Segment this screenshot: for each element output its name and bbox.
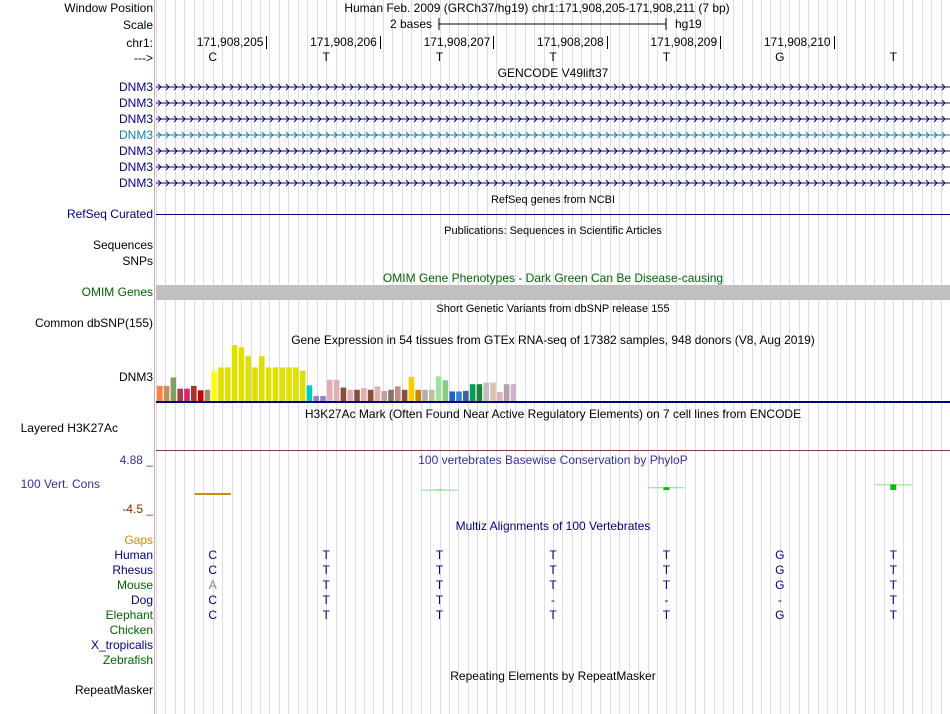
alignment-base: - <box>551 593 555 607</box>
gtex-title[interactable]: Gene Expression in 54 tissues from GTEx RNA-seq of 17382 samples, 948 donors (V8, Aug 2019) <box>291 333 815 347</box>
species-label[interactable]: Mouse <box>116 578 153 592</box>
alignment-base: T <box>549 563 557 577</box>
gtex-tissue-bar <box>436 376 442 401</box>
gtex-tissue-bar <box>490 383 496 401</box>
gtex-tissue-bar <box>307 385 313 401</box>
phylop-score-bar <box>663 487 669 490</box>
ruler-base: T <box>549 50 557 64</box>
refseq-label[interactable]: RefSeq Curated <box>66 207 153 221</box>
gtex-tissue-bar <box>266 367 272 401</box>
multiz-title[interactable]: Multiz Alignments of 100 Vertebrates <box>455 519 651 533</box>
alignment-base: T <box>322 608 330 622</box>
gtex-tissue-bar <box>211 371 217 401</box>
dbsnp-label[interactable]: Common dbSNP(155) <box>34 316 153 330</box>
strand-label: ---> <box>134 51 153 65</box>
alignment-base: T <box>662 608 671 622</box>
gtex-tissue-bar <box>198 390 204 401</box>
gtex-tissue-bar <box>177 389 183 401</box>
omim-gene-bar[interactable] <box>156 285 950 300</box>
alignment-base: G <box>775 578 785 592</box>
alignment-base: - <box>664 593 669 607</box>
gtex-tissue-bar <box>157 386 163 401</box>
ruler-base: T <box>435 50 444 64</box>
gencode-gene-label[interactable]: DNM3 <box>118 80 153 94</box>
h3k27ac-baseline <box>156 450 950 451</box>
gencode-gene-label[interactable]: DNM3 <box>118 128 153 142</box>
window-position-label: Window Position <box>64 1 153 15</box>
h3k27ac-title[interactable]: H3K27Ac Mark (Often Found Near Active Regulatory Elements) on 7 cell lines from ENCODE <box>304 407 802 421</box>
gtex-tissue-bar <box>347 390 353 401</box>
gtex-tissue-bar <box>259 356 265 401</box>
gencode-title[interactable]: GENCODE V49lift37 <box>497 66 609 80</box>
omim-label[interactable]: OMIM Genes <box>81 285 153 299</box>
chrom-label: chr1: <box>126 36 153 50</box>
gtex-label[interactable]: DNM3 <box>118 370 153 384</box>
species-label[interactable]: Dog <box>130 593 153 607</box>
ruler-position: 171,908,206 <box>310 36 381 49</box>
alignment-base: G <box>775 563 785 577</box>
gencode-gene-feature[interactable] <box>156 114 950 124</box>
gtex-tissue-bar <box>361 388 367 401</box>
gtex-tissue-bar <box>422 390 428 401</box>
gtex-tissue-bar <box>279 367 285 401</box>
gencode-gene-label[interactable]: DNM3 <box>118 176 153 190</box>
ruler-base: T <box>662 50 671 64</box>
alignment-base: T <box>889 548 897 562</box>
gtex-tissue-bar <box>218 367 224 401</box>
gtex-tissue-bar <box>470 384 476 401</box>
gencode-gene-feature[interactable] <box>156 146 950 156</box>
ruler-base: T <box>322 50 330 64</box>
alignment-base: T <box>322 593 330 607</box>
alignment-base: T <box>322 548 330 562</box>
alignment-base: G <box>775 548 785 562</box>
gtex-tissue-bar <box>443 380 449 401</box>
repeatmasker-label[interactable]: RepeatMasker <box>74 683 153 697</box>
alignment-base: T <box>435 578 444 592</box>
ruler-position: 171,908,205 <box>197 36 268 49</box>
gaps-label[interactable]: Gaps <box>124 533 153 547</box>
alignment-base: C <box>208 593 218 607</box>
label-divider <box>154 0 155 714</box>
alignment-base: A <box>208 578 217 592</box>
alignment-base: T <box>549 608 557 622</box>
gtex-tissue-bar <box>368 390 374 401</box>
gtex-tissue-bar <box>286 367 292 401</box>
gtex-tissue-bar <box>395 386 401 401</box>
species-label[interactable]: X_tropicalis <box>90 638 153 652</box>
gtex-tissue-bar <box>402 390 408 401</box>
gtex-tissue-bar <box>354 390 360 401</box>
species-label[interactable]: Chicken <box>109 623 153 637</box>
gtex-tissue-bar <box>273 367 279 401</box>
gtex-tissue-bar <box>225 367 231 401</box>
gtex-tissue-bar <box>429 390 435 401</box>
phylop-label[interactable]: 100 Vert. Cons <box>20 477 100 491</box>
gtex-chart[interactable] <box>156 345 950 405</box>
alignment-base: T <box>322 563 330 577</box>
gtex-tissue-bar <box>375 386 381 401</box>
gtex-tissue-bar <box>456 391 462 401</box>
gtex-tissue-bar <box>497 392 503 401</box>
gtex-tissue-bar <box>381 391 387 401</box>
h3k27ac-label[interactable]: Layered H3K27Ac <box>20 421 118 435</box>
alignment-base: T <box>889 578 897 592</box>
gtex-tissue-bar <box>341 388 347 401</box>
gtex-tissue-bar <box>449 391 455 401</box>
phylop-min: -4.5 _ <box>122 502 153 516</box>
alignment-base: T <box>889 608 897 622</box>
gtex-tissue-bar <box>483 383 489 401</box>
gtex-tissue-bar <box>239 347 245 401</box>
phylop-score-bar <box>890 484 896 490</box>
gtex-tissue-bar <box>205 390 211 401</box>
ruler-position: 171,908,209 <box>650 36 721 49</box>
gencode-gene-feature[interactable] <box>156 98 950 108</box>
gtex-tissue-bar <box>293 367 299 401</box>
alignment-base: T <box>549 578 557 592</box>
ruler-base: G <box>775 50 785 64</box>
gtex-tissue-bar <box>327 380 333 401</box>
phylop-chart[interactable] <box>156 470 950 510</box>
refseq-feature[interactable] <box>156 214 950 215</box>
refseq-title[interactable]: RefSeq genes from NCBI <box>490 194 616 206</box>
gtex-tissue-bar <box>320 396 326 401</box>
publications-sequences-label[interactable]: Sequences <box>92 238 153 252</box>
alignment-base: G <box>775 608 785 622</box>
alignment-base: T <box>662 563 671 577</box>
repeatmasker-title[interactable]: Repeating Elements by RepeatMasker <box>450 669 656 683</box>
gtex-tissue-bar <box>477 384 483 401</box>
species-label[interactable]: Zebrafish <box>102 653 153 667</box>
alignment-base: T <box>435 563 444 577</box>
gencode-gene-feature[interactable] <box>156 178 950 188</box>
gencode-gene-feature[interactable] <box>156 82 950 92</box>
assembly-position-text[interactable]: Human Feb. 2009 (GRCh37/hg19) chr1:171,908,205-171,908,211 (7 bp) <box>344 1 730 15</box>
gencode-gene-feature[interactable] <box>156 130 950 140</box>
alignment-base: T <box>662 578 671 592</box>
gtex-tissue-bar <box>388 390 394 401</box>
scale-label: Scale <box>122 18 153 32</box>
ruler-base: T <box>889 50 897 64</box>
gencode-gene-label[interactable]: DNM3 <box>118 112 153 126</box>
omim-title[interactable]: OMIM Gene Phenotypes - Dark Green Can Be Disease-causing <box>382 271 724 285</box>
phylop-title[interactable]: 100 vertebrates Basewise Conservation by PhyloP <box>418 453 688 467</box>
alignment-base: T <box>322 578 330 592</box>
db-name: hg19 <box>675 17 702 31</box>
gencode-gene-label[interactable]: DNM3 <box>118 96 153 110</box>
gtex-tissue-bar <box>252 367 258 401</box>
dbsnp-title[interactable]: Short Genetic Variants from dbSNP release 155 <box>436 303 670 315</box>
gtex-tissue-bar <box>463 391 469 401</box>
scale-text: 2 bases <box>390 17 433 31</box>
gtex-tissue-bar <box>313 396 319 401</box>
alignment-base: T <box>435 548 444 562</box>
alignment-base: T <box>889 563 897 577</box>
gencode-gene-label[interactable]: DNM3 <box>118 160 153 174</box>
gtex-tissue-bar <box>511 384 517 401</box>
scale-bar <box>438 17 668 31</box>
gtex-tissue-bar <box>300 371 306 401</box>
alignment-base: C <box>208 548 218 562</box>
species-label[interactable]: Elephant <box>105 608 153 622</box>
alignment-base: C <box>208 563 218 577</box>
gtex-tissue-bar <box>334 380 340 401</box>
gtex-tissue-bar <box>184 389 190 401</box>
gtex-tissue-bar <box>191 386 197 401</box>
gtex-tissue-bar <box>164 386 170 401</box>
gencode-gene-label[interactable]: DNM3 <box>118 144 153 158</box>
gtex-tissue-bar <box>415 390 421 401</box>
gtex-tissue-bar <box>504 384 510 401</box>
gencode-gene-feature[interactable] <box>156 162 950 172</box>
ruler-base: C <box>208 50 218 64</box>
gtex-tissue-bar <box>232 345 238 401</box>
species-label[interactable]: Human <box>114 548 153 562</box>
species-label[interactable]: Rhesus <box>112 563 153 577</box>
publications-snps-label[interactable]: SNPs <box>122 254 153 268</box>
alignment-base: C <box>208 608 218 622</box>
phylop-max: 4.88 _ <box>119 453 153 467</box>
alignment-base: T <box>435 608 444 622</box>
publications-title[interactable]: Publications: Sequences in Scientific Articles <box>444 225 662 237</box>
alignment-base: - <box>777 593 782 607</box>
ruler-position: 171,908,208 <box>537 36 608 49</box>
gtex-tissue-bar <box>409 377 415 401</box>
alignment-base: T <box>549 548 557 562</box>
ruler-position: 171,908,210 <box>764 36 835 49</box>
alignment-base: T <box>889 593 897 607</box>
gtex-tissue-bar <box>171 377 177 401</box>
alignment-base: T <box>662 548 671 562</box>
gtex-tissue-bar <box>245 356 251 401</box>
ruler-position: 171,908,207 <box>424 36 495 49</box>
alignment-base: T <box>435 593 444 607</box>
